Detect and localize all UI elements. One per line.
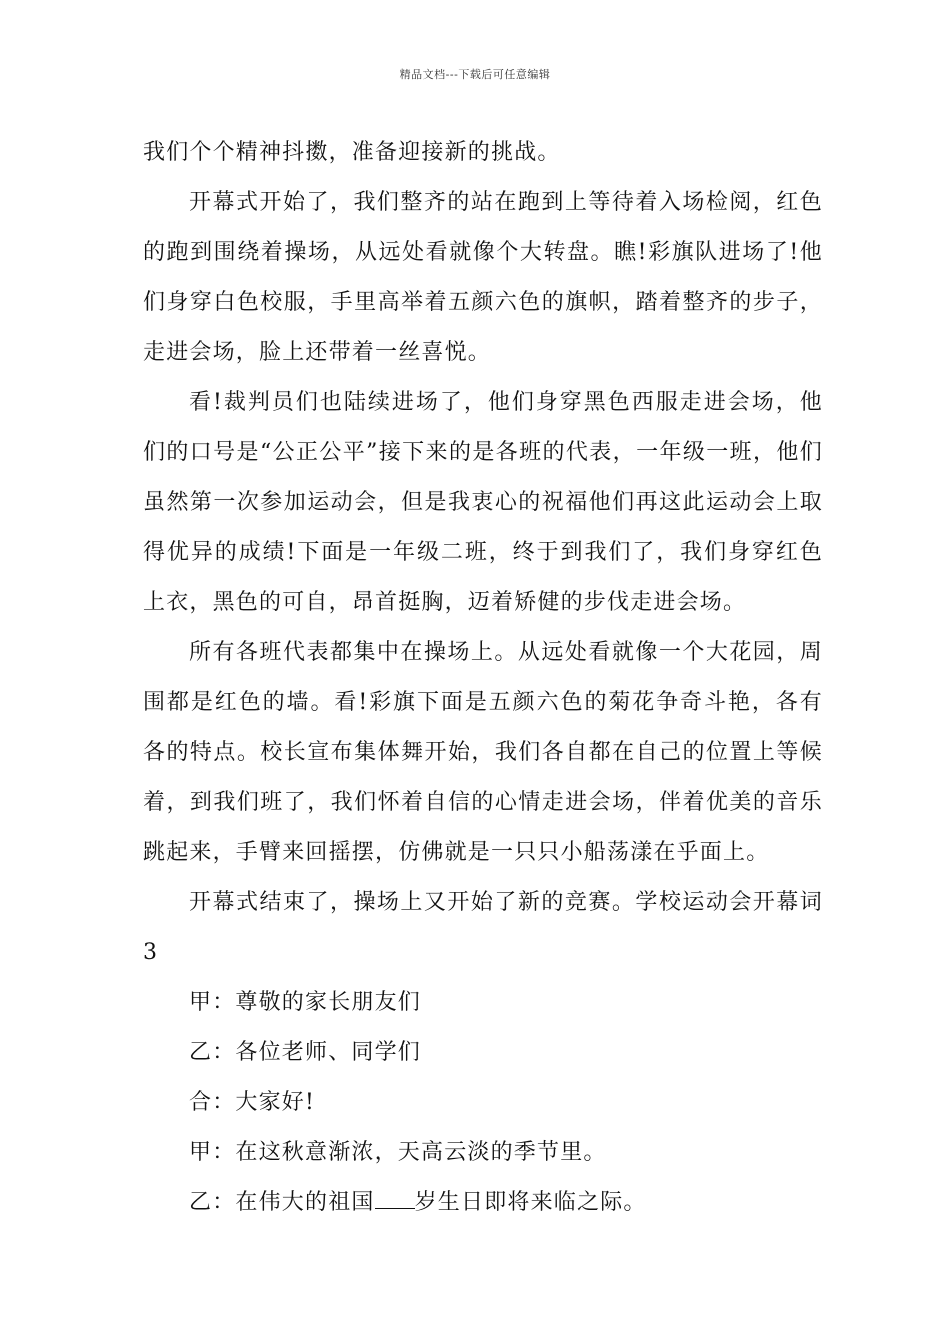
dialogue-line: 甲：在这秋意渐浓，天高云淡的季节里。 — [189, 1140, 607, 1165]
document-body — [143, 128, 823, 1228]
paragraph: 看!裁判员们也陆续进场了，他们身穿黑色西服走进会场，他们的口号是“公正公平”接下来的是各班的代表，一年级一班，他们虽然第一次参加运动会，但是我衷心的祝福他们再这此运动会上取得优异的成绩!下面是一年级二班，终于到我们了，我们身穿红色上衣，黑色的可自，昂首挺胸，迈着矫健的步伐走进会场。 — [143, 390, 823, 615]
dialogue-line: 甲：尊敬的家长朋友们 — [189, 990, 422, 1015]
page-header: 精品文档---下载后可任意编辑 — [399, 68, 551, 81]
paragraph: 开幕式开始了，我们整齐的站在跑到上等待着入场检阅，红色的跑到围绕着操场，从远处看就像个大转盘。瞧!彩旗队进场了!他们身穿白色校服，手里高举着五颜六色的旗帜，踏着整齐的步子，走进会场，脸上还带着一丝喜悦。 — [143, 190, 823, 365]
paragraph: 我们个个精神抖擞，准备迎接新的挑战。 — [143, 140, 561, 165]
dialogue-text-before: 乙：在伟大的祖国 — [189, 1190, 375, 1215]
paragraph: 所有各班代表都集中在操场上。从远处看就像一个大花园，周围都是红色的墙。看!彩旗下面是五颜六色的菊花争奇斗艳，各有各的特点。校长宣布集体舞开始，我们各自都在自己的位置上等候着，到我们班了，我们怀着自信的心情走进会场，伴着优美的音乐跳起来，手臂来回摇摆，仿佛就是一只只小船荡漾在乎面上。 — [143, 640, 823, 865]
dialogue-text-after: 岁生日即将来临之际。 — [414, 1190, 647, 1215]
dialogue-line: 合：大家好! — [189, 1090, 316, 1115]
fill-in-blank — [375, 1188, 415, 1209]
dialogue-line: 乙：各位老师、同学们 — [189, 1040, 422, 1065]
dialogue-line-with-blank — [143, 1178, 823, 1228]
paragraph: 开幕式结束了，操场上又开始了新的竞赛。学校运动会开幕词3 — [143, 890, 823, 965]
